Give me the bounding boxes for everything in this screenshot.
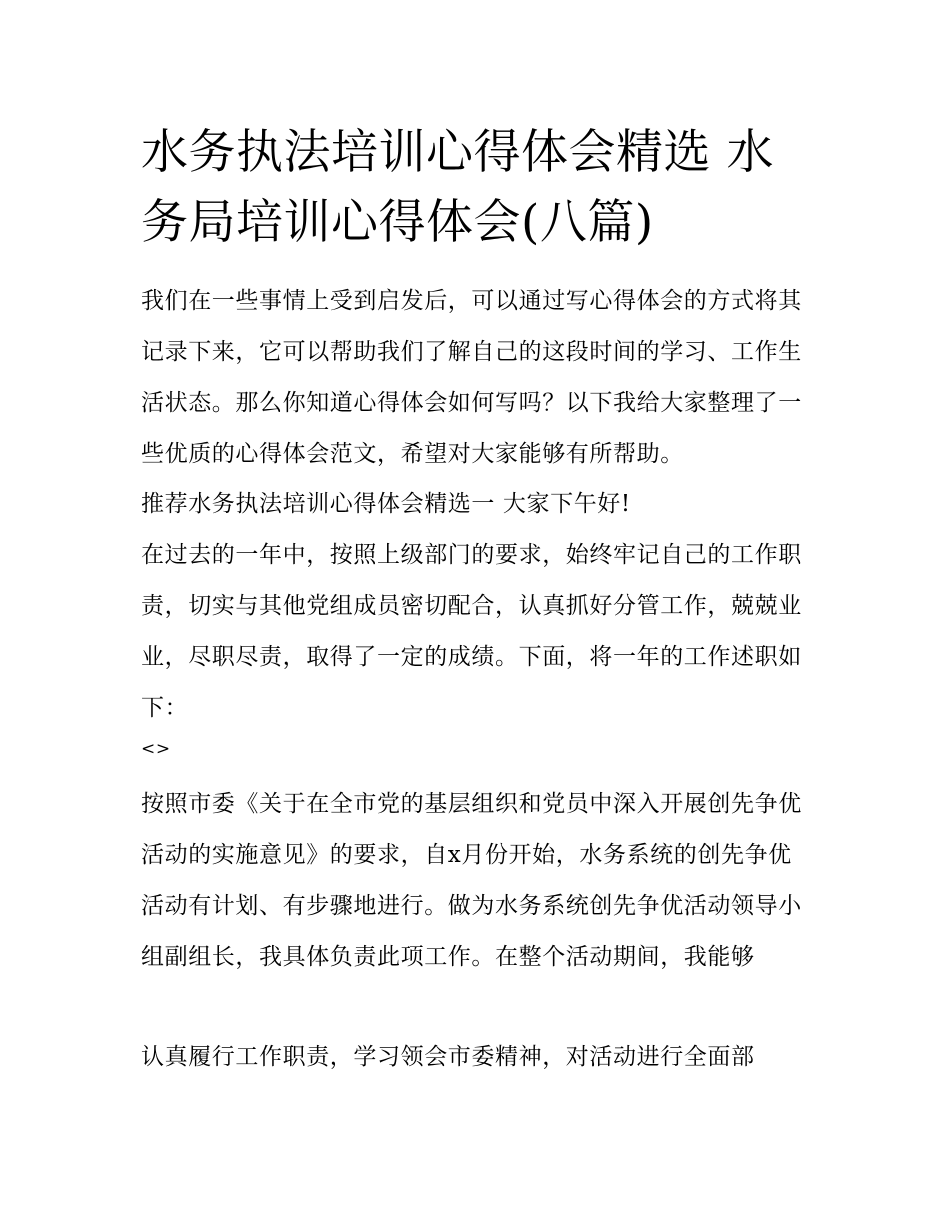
paragraph-intro: 我们在一些事情上受到启发后，可以通过写心得体会的方式将其记录下来，它可以帮助我们了解自己的这段时间的学习、工作生活状态。那么你知道心得体会如何写吗？以下我给大家整理了一些优质的心得体会范文，希望对大家能够有所帮助。	[141, 288, 802, 467]
paragraph-heading-one: 推荐水务执法培训心得体会精选一 大家下午好!	[141, 491, 631, 517]
paragraph-review: 在过去的一年中，按照上级部门的要求，始终牢记自己的工作职责，切实与其他党组成员密切配合，认真抓好分管工作，兢兢业业，尽职尽责，取得了一定的成绩。下面，将一年的工作述职如下：	[141, 542, 802, 721]
document-title: 水务执法培训心得体会精选 水务局培训心得体会(八篇)	[141, 125, 774, 250]
paragraph-placeholder: <>	[141, 739, 171, 759]
paragraph-activity: 按照市委《关于在全市党的基层组织和党员中深入开展创先争优活动的实施意见》的要求，自x月份开始，水务系统的创先争优活动有计划、有步骤地进行。做为水务系统创先争优活动领导小组副组长，我具体负责此项工作。在整个活动期间，我能够	[141, 791, 802, 970]
paragraph-duties: 认真履行工作职责，学习领会市委精神，对活动进行全面部	[141, 1044, 755, 1070]
